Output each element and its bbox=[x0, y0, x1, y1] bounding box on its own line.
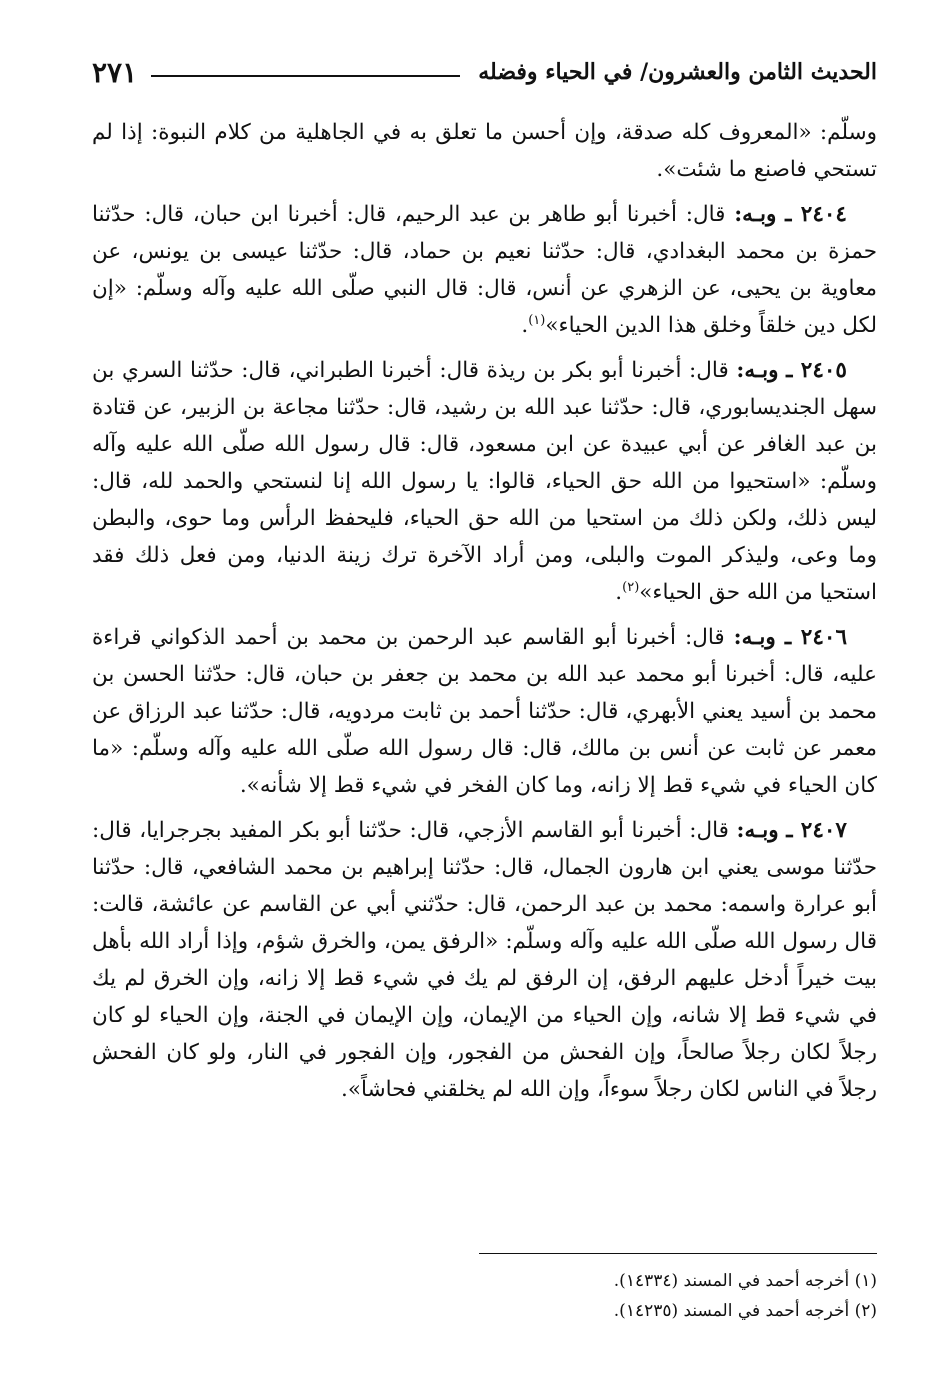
hadith-text: قال: أخبرنا أبو بكر بن ريذة قال: أخبرنا الطبراني، قال: حدّثنا السري بن سهل الجنديسابوري، قال: حدّثنا عبد الله بن رشيد، قال: حدّثنا مجاعة بن الزبير، عن قتادة بن عبد الغافر عن أبي عبيدة عن ابن مسعود، قال: قال رسول الله صلّى الله عليه وآله وسلّم: «استحيوا من الله حق الحياء، قالوا: يا رسول الله إنا لنستحي والحمد لله، قال: ليس ذلك، ولكن ذلك من استحيا من الله حق الحياء، فليحفظ الرأس وما حوى، والبطن وما وعى، وليذكر الموت والبلى، ومن أراد الآخرة ترك زينة الدنيا، ومن فعل ذلك فقد استحيا من الله حق الحياء» bbox=[92, 358, 877, 605]
footnote-1: (١) أخرجه أحمد في المسند (١٤٣٣٤). bbox=[613, 1271, 877, 1291]
hadith-2406 bbox=[92, 619, 877, 804]
hadith-tail: . bbox=[521, 313, 529, 338]
footnotes bbox=[92, 1266, 877, 1326]
footnote-ref[interactable]: (١) bbox=[528, 312, 546, 328]
hadith-2404 bbox=[92, 196, 877, 344]
hadith-intro: وبـه: bbox=[733, 625, 776, 650]
hadith-text: قال: أخبرنا أبو القاسم عبد الرحمن بن محمد بن أحمد الذكواني قراءة عليه، قال: أخبرنا أبو محمد عبد الله بن محمد بن جعفر بن حبان، قال: حدّثنا الحسن بن محمد بن أسيد يعني الأبهري، قال: حدّثنا أحمد بن ثابت مردويه، قال: حدّثنا عبد الرزاق عن معمر عن ثابت عن أنس بن مالك، قال: قال رسول الله صلّى الله عليه وآله وسلّم: «ما كان الحياء في شيء قط إلا زانه، وما كان الفخر في شيء قط إلا شأنه». bbox=[92, 625, 877, 798]
hadith-2407 bbox=[92, 812, 877, 1108]
paragraph-continuation bbox=[92, 114, 877, 188]
footnote-separator bbox=[479, 1253, 877, 1254]
paragraph-text: وسلّم: «المعروف كله صدقة، وإن أحسن ما تعلق به في الجاهلية من كلام النبوة: إذا لم تستحي فاصنع ما شئت». bbox=[92, 120, 877, 182]
page-number: ٢٧١ bbox=[92, 55, 138, 89]
hadith-tail: . bbox=[615, 580, 623, 605]
hadith-intro: وبـه: bbox=[734, 202, 777, 227]
hadith-number: ٢٤٠٤ ـ bbox=[785, 202, 847, 227]
hadith-text: قال: أخبرنا أبو القاسم الأزجي، قال: حدّثنا أبو بكر المفيد بجرجرايا، قال: حدّثنا موسى يعني ابن هارون الجمال، قال: حدّثنا إبراهيم بن محمد الشافعي، قال: حدّثنا أبو عرارة واسمه: محمد بن عبد الرحمن، قال: حدّثني أبي عن القاسم عن عائشة، قالت: قال رسول الله صلّى الله عليه وآله وسلّم: «الرفق يمن، والخرق شؤم، وإذا أراد الله بأهل بيت خيراً أدخل عليهم الرفق، إن الرفق لم يك في شيء قط إلا زانه، وإن الخرق لم يك في شيء قط إلا شانه، وإن الحياء من الإيمان، وإن الإيمان في الجنة، وإن الحياء لو كان رجلاً لكان رجلاً صالحاً، وإن الفحش من الفجور، وإن الفجور في النار، ولو كان الفحش رجلاً في الناس لكان رجلاً سوءاً، وإن الله لم يخلقني فحاشاً». bbox=[92, 818, 877, 1102]
footnote-ref[interactable]: (٢) bbox=[622, 579, 640, 595]
header-rule bbox=[151, 75, 460, 77]
hadith-2405 bbox=[92, 352, 877, 611]
hadith-text: قال: أخبرنا أبو طاهر بن عبد الرحيم، قال: أخبرنا ابن حبان، قال: حدّثنا حمزة بن محمد البغدادي، قال: حدّثنا نعيم بن حماد، قال: حدّثنا عيسى بن يونس، عن معاوية بن يحيى، عن الزهري عن أنس، قال: قال النبي صلّى الله عليه وآله وسلّم: «إن لكل دين خلقاً وخلق هذا الدين الحياء» bbox=[92, 202, 877, 338]
main-text bbox=[92, 114, 877, 1116]
page-header bbox=[92, 50, 877, 94]
hadith-number: ٢٤٠٦ ـ bbox=[784, 625, 847, 650]
footnote-2: (٢) أخرجه أحمد في المسند (١٤٢٣٥). bbox=[613, 1301, 877, 1321]
hadith-number: ٢٤٠٥ ـ bbox=[786, 358, 847, 383]
hadith-intro: وبـه: bbox=[736, 818, 779, 843]
running-head: الحديث الثامن والعشرون/ في الحياء وفضله bbox=[478, 59, 877, 85]
hadith-number: ٢٤٠٧ ـ bbox=[786, 818, 847, 843]
hadith-intro: وبـه: bbox=[736, 358, 779, 383]
